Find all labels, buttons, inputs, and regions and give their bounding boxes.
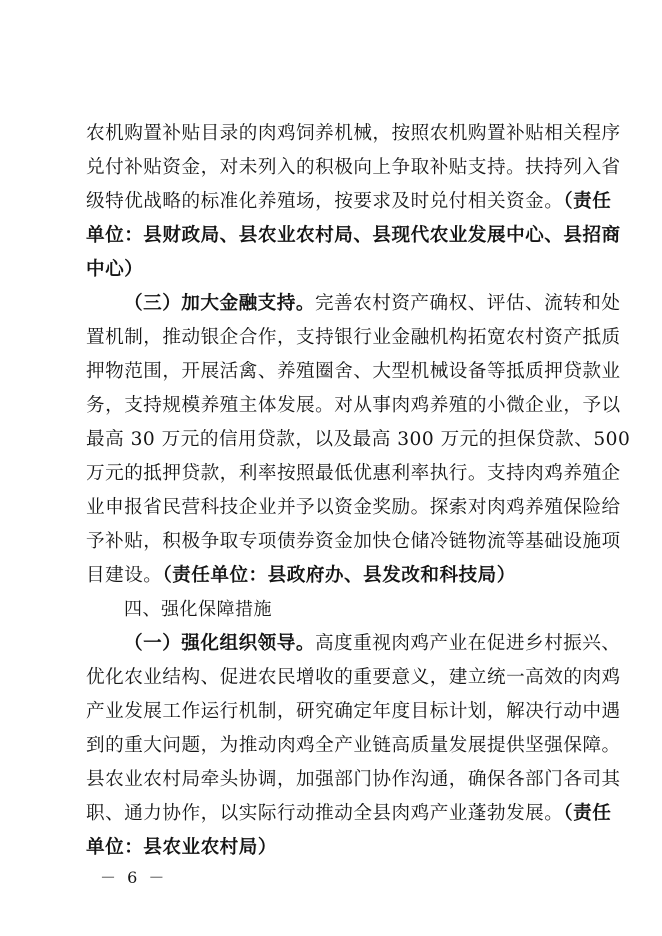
body-line: 万元的抵押贷款，利率按照最低优惠利率执行。支持肉鸡养殖企	[86, 463, 621, 484]
section-heading-line	[124, 287, 621, 321]
body-line: 兑付补贴资金，对未列入的积极向上争取补贴支持。扶持列入省	[86, 157, 621, 178]
body-text: 完善农村资产确权、评估、流转和处	[314, 293, 621, 314]
body-text: 级特优战略的标准化养殖场，按要求及时兑付相关资金。	[86, 191, 564, 212]
body-line: 县农业农村局牵头协调，加强部门协作沟通，确保各部门各司其	[86, 769, 621, 790]
body-line: 最高 30 万元的信用贷款，以及最高 300 万元的担保贷款、500	[86, 429, 631, 450]
body-line: 务，支持规模养殖主体发展。对从事肉鸡养殖的小微企业，予以	[86, 395, 621, 416]
responsible-unit-line: 单位：县农业农村局）	[86, 837, 277, 858]
chapter-heading: 四、强化保障措施	[124, 599, 272, 620]
responsible-unit-line: 中心）	[86, 259, 144, 280]
body-line: 押物范围，开展活禽、养殖圈舍、大型机械设备等抵质押贷款业	[86, 361, 621, 382]
body-text: 职、通力协作，以实际行动推动全县肉鸡产业蓬勃发展。	[86, 803, 564, 824]
page-number: － 6 －	[100, 868, 168, 887]
section-subheading: （三）加大金融支持。	[124, 293, 315, 314]
section-heading-line	[124, 627, 621, 661]
responsible-unit-line: 单位：县财政局、县农业农村局、县现代农业发展中心、县招商	[86, 225, 621, 246]
body-line: 优化农业结构、促进农民增收的重要意义，建立统一高效的肉鸡	[86, 667, 621, 688]
section-subheading: （一）强化组织领导。	[124, 633, 315, 654]
responsible-unit-text: （责任	[563, 191, 612, 212]
body-line: 置机制，推动银企合作，支持银行业金融机构拓宽农村资产抵质	[86, 327, 621, 348]
body-line	[86, 559, 576, 593]
responsible-unit-text: （责任单位：县政府办、县发改和科技局）	[162, 565, 516, 586]
body-line: 予补贴，积极争取专项债券资金加快仓储冷链物流等基础设施项	[86, 531, 621, 552]
body-line: 产业发展工作运行机制，研究确定年度目标计划，解决行动中遇	[86, 701, 621, 722]
body-line	[86, 797, 612, 831]
body-line	[86, 185, 612, 219]
body-line: 农机购置补贴目录的肉鸡饲养机械，按照农机购置补贴相关程序	[86, 123, 621, 144]
body-line: 到的重大问题，为推动肉鸡全产业链高质量发展提供坚强保障。	[86, 735, 621, 756]
responsible-unit-text: （责任	[563, 803, 612, 824]
body-text: 高度重视肉鸡产业在促进乡村振兴、	[314, 633, 621, 654]
body-line: 业申报省民营科技企业并予以资金奖励。探索对肉鸡养殖保险给	[86, 497, 621, 518]
body-text: 目建设。	[86, 565, 163, 586]
